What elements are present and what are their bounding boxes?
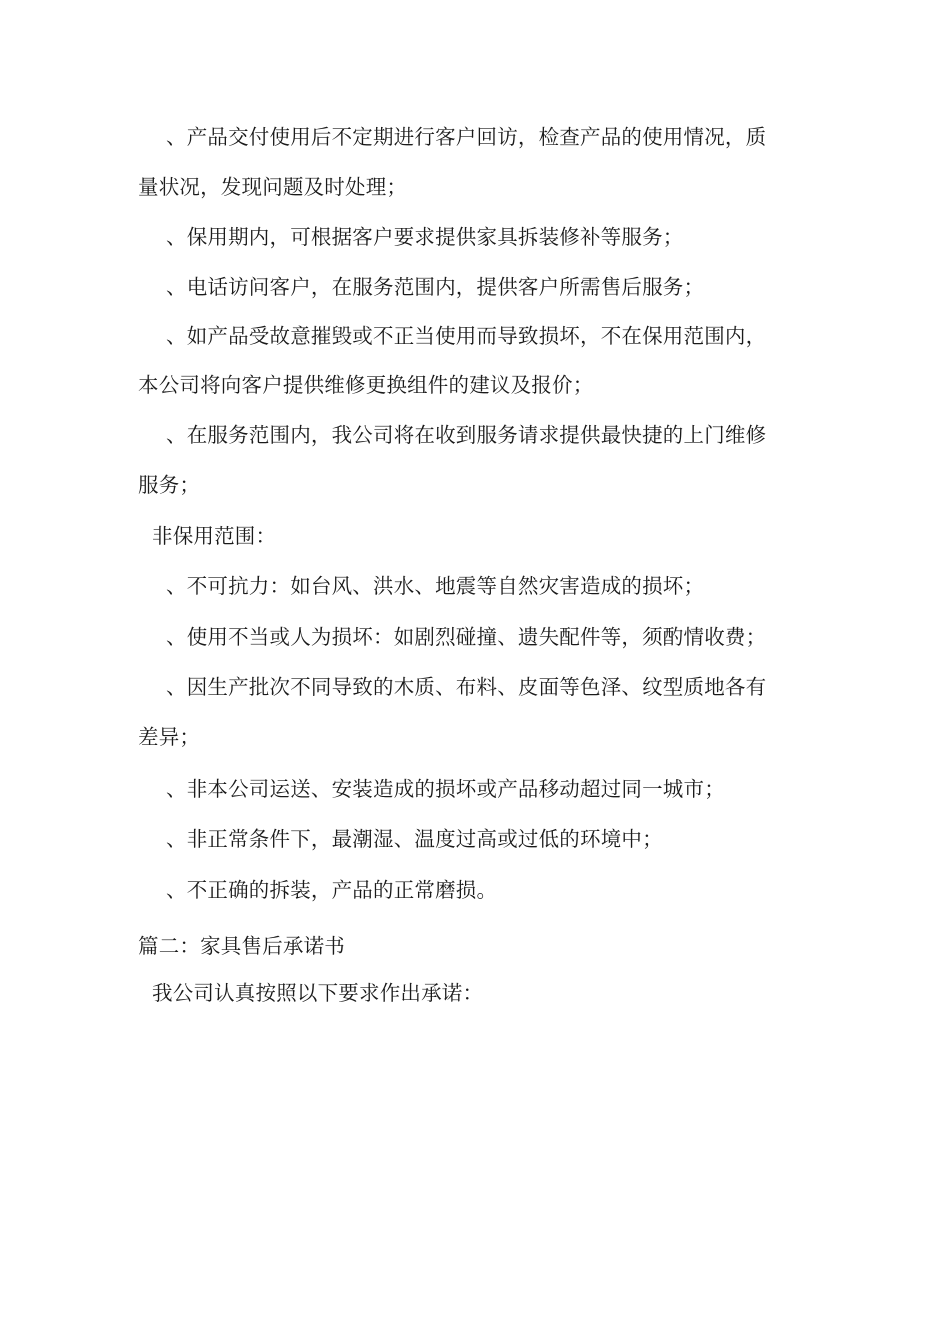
paragraph-line: 、在服务范围内，我公司将在收到服务请求提供最快捷的上门维修 — [166, 423, 767, 447]
paragraph-line: 、不可抗力：如台风、洪水、地震等自然灾害造成的损坏； — [166, 574, 705, 598]
paragraph-line: 本公司将向客户提供维修更换组件的建议及报价； — [138, 373, 594, 397]
paragraph-line: 、非正常条件下，最潮湿、温度过高或过低的环境中； — [166, 827, 663, 851]
paragraph-line: 、产品交付使用后不定期进行客户回访，检查产品的使用情况，质 — [166, 125, 767, 149]
paragraph-line: 、保用期内，可根据客户要求提供家具拆装修补等服务； — [166, 225, 684, 249]
paragraph-line: 我公司认真按照以下要求作出承诺： — [152, 981, 484, 1005]
paragraph-line: 、如产品受故意摧毁或不正当使用而导致损坏，不在保用范围内， — [166, 324, 767, 348]
paragraph-line: 、非本公司运送、安装造成的损坏或产品移动超过同一城市； — [166, 777, 725, 801]
section-heading: 非保用范围： — [152, 524, 277, 548]
document-heading: 篇二：家具售后承诺书 — [138, 934, 345, 958]
paragraph-line: 服务； — [138, 473, 201, 497]
paragraph-line: 量状况，发现问题及时处理； — [138, 175, 408, 199]
paragraph-line: 、因生产批次不同导致的木质、布料、皮面等色泽、纹型质地各有 — [166, 675, 767, 699]
paragraph-line: 差异； — [138, 725, 201, 749]
paragraph-line: 、不正确的拆装，产品的正常磨损。 — [166, 878, 498, 902]
paragraph-line: 、使用不当或人为损坏：如剧烈碰撞、遗失配件等，须酌情收费； — [166, 625, 767, 649]
paragraph-line: 、电话访问客户，在服务范围内，提供客户所需售后服务； — [166, 275, 705, 299]
